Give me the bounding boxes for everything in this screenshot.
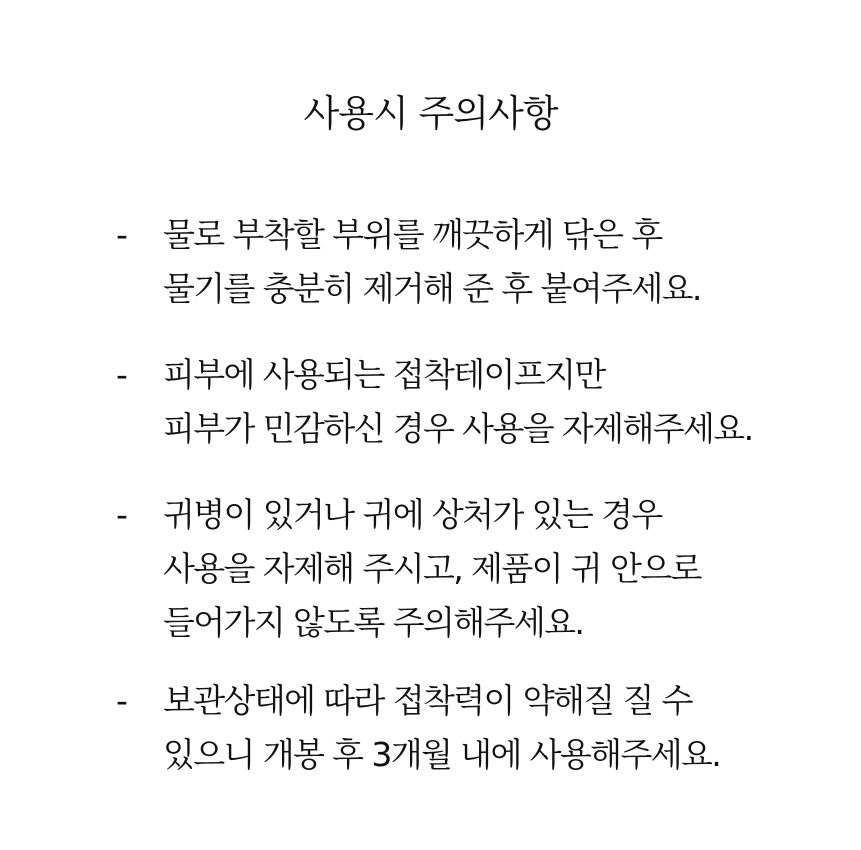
page-title: 사용시 주의사항 (303, 92, 558, 135)
bullet-dash: - (116, 495, 128, 534)
text-line: 물로 부착할 부위를 깨끗하게 닦은 후 (163, 215, 662, 254)
bullet-dash: - (116, 355, 128, 394)
bullet-dash: - (116, 681, 128, 720)
list-item-text (163, 348, 853, 456)
list-item-text (163, 208, 853, 316)
text-line: 귀병이 있거나 귀에 상처가 있는 경우 (163, 495, 662, 534)
text-line: 물기를 충분히 제거해 준 후 붙여주세요. (163, 269, 701, 308)
text-line: 보관상태에 따라 접착력이 약해질 질 수 (163, 681, 692, 720)
text-line: 피부가 민감하신 경우 사용을 자제해주세요. (163, 409, 753, 448)
list-item-text (163, 488, 853, 650)
list-item-text (163, 674, 853, 782)
text-line: 사용을 자제해 주시고, 제품이 귀 안으로 (163, 549, 701, 588)
text-line: 피부에 사용되는 접착테이프지만 (163, 355, 605, 394)
text-line: 있으니 개봉 후 3개월 내에 사용해주세요. (163, 735, 721, 774)
text-line: 들어가지 않도록 주의해주세요. (163, 603, 584, 642)
bullet-dash: - (116, 215, 128, 254)
